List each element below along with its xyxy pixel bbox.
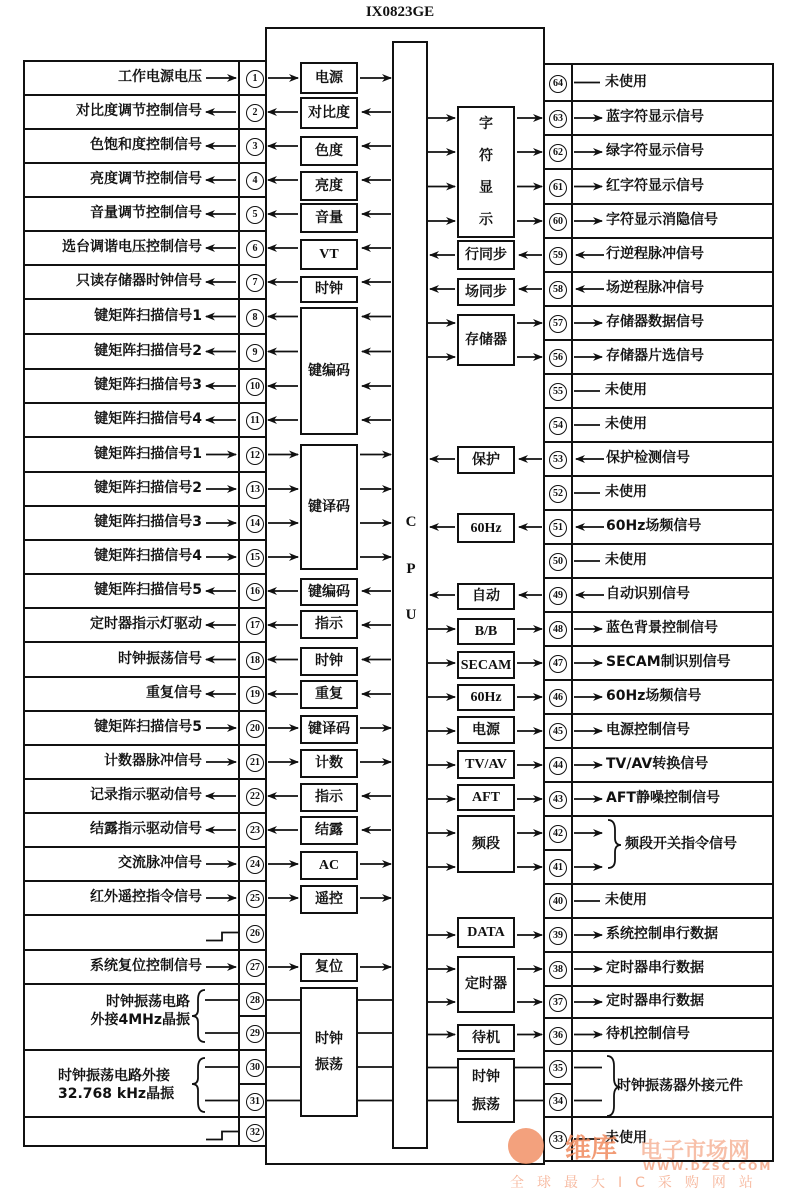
- pin-21: [240, 753, 270, 772]
- pin-45-label: 电源控制信号: [606, 722, 690, 738]
- pin-27-label: 系统复位控制信号: [90, 958, 202, 974]
- watermark-brand: 维库: [565, 1134, 618, 1164]
- pin-51: [543, 518, 573, 537]
- pin-18-label: 时钟振荡信号: [118, 650, 202, 667]
- block-clock: [300, 276, 358, 303]
- pin-62-label: 绿字符显示信号: [606, 143, 704, 159]
- pin-number: 20: [246, 720, 264, 738]
- block-bb-label: B/B: [474, 624, 498, 639]
- block-standby-label: 待机: [472, 1029, 500, 1046]
- pin-10-label: 键矩阵扫描信号3: [94, 377, 202, 393]
- block-color-label: 色度: [315, 142, 343, 159]
- pin-number: 43: [549, 791, 567, 809]
- pin-49-label: 自动识别信号: [606, 586, 690, 602]
- block-key-encode-label: 键编码: [308, 362, 350, 379]
- block-contrast-label: 对比度: [308, 104, 350, 121]
- block-bb: [457, 618, 515, 645]
- pin-25-label: 红外遥控指令信号: [90, 889, 202, 905]
- pin-60: [543, 212, 573, 231]
- block-h-sync: [457, 240, 515, 270]
- pin-number: 23: [246, 822, 264, 840]
- pin-13-label: 键矩阵扫描信号2: [94, 480, 202, 496]
- pin-44: [543, 756, 573, 775]
- block-memory-label: 存储器: [465, 331, 507, 348]
- pin-53: [543, 450, 573, 469]
- pin-number: 10: [246, 378, 264, 396]
- pin-49: [543, 586, 573, 605]
- pin-4: [240, 171, 270, 190]
- xtal-32k-line1: 时钟振荡电路外接: [58, 1068, 170, 1084]
- pin-3-label: 色饱和度控制信号: [90, 137, 202, 153]
- pin-9: [240, 343, 270, 362]
- pin-48: [543, 620, 573, 639]
- pin-61-label: 红字符显示信号: [606, 177, 704, 194]
- pin-36: [543, 1026, 573, 1045]
- pin-number: 11: [246, 412, 264, 430]
- pin-17: [240, 616, 270, 635]
- pin-61: [543, 178, 573, 197]
- block-auto-label: 自动: [472, 588, 500, 604]
- pin-29: [240, 1024, 270, 1043]
- pin-number: 58: [549, 281, 567, 299]
- pin-number: 37: [549, 994, 567, 1012]
- pin-number: 45: [549, 723, 567, 741]
- pin-number: 62: [549, 144, 567, 162]
- pin-32: [240, 1123, 270, 1142]
- block-clock-2: [300, 647, 358, 676]
- block-clock-2-label: 时钟: [315, 653, 343, 669]
- pin-number: 42: [549, 825, 567, 843]
- pin-number: 34: [549, 1093, 567, 1111]
- pin-number: 26: [246, 925, 264, 943]
- block-repeat: [300, 680, 358, 709]
- block-brightness-label: 亮度: [315, 177, 343, 194]
- pin-number: 48: [549, 621, 567, 639]
- pin-44-label: TV/AV转换信号: [606, 756, 709, 772]
- block-protect-label: 保护: [472, 451, 500, 468]
- pin-46: [543, 688, 573, 707]
- pin-number: 15: [246, 549, 264, 567]
- xtal-32k-label: [58, 1067, 174, 1103]
- pin-number: 44: [549, 757, 567, 775]
- pin-number: 25: [246, 890, 264, 908]
- pin-42: [543, 824, 573, 843]
- pin-64: [543, 74, 573, 93]
- pin-20: [240, 719, 270, 738]
- pin-50: [543, 552, 573, 571]
- pin-39: [543, 926, 573, 945]
- pin-number: 39: [549, 927, 567, 945]
- pin-59: [543, 246, 573, 265]
- pin-26: [240, 924, 270, 943]
- xtal-4mhz-line1: 时钟振荡电路: [106, 994, 190, 1010]
- pin-6: [240, 239, 270, 258]
- pin-22-label: 记录指示驱动信号: [90, 787, 202, 803]
- pin-number: 41: [549, 859, 567, 877]
- block-repeat-label: 重复: [315, 686, 343, 702]
- watermark-name: 电子市场网: [640, 1139, 751, 1164]
- pin-57-label: 存储器数据信号: [606, 314, 704, 330]
- block-reset-label: 复位: [315, 959, 343, 975]
- pin-35: [543, 1059, 573, 1078]
- block-key-encode: [300, 307, 358, 435]
- chip-title: IX0823GE: [365, 4, 435, 20]
- pin-55: [543, 382, 573, 401]
- pin-53-label: 保护检测信号: [606, 450, 690, 466]
- pin-number: 61: [549, 179, 567, 197]
- pin-number: 5: [246, 206, 264, 224]
- block-char-display-label: 字符显示: [479, 116, 493, 228]
- block-volume: [300, 203, 358, 233]
- block-auto: [457, 583, 515, 610]
- pin-number: 28: [246, 992, 264, 1010]
- pin-number: 31: [246, 1093, 264, 1111]
- pin-50-label: 未使用: [605, 552, 647, 568]
- pin-15-label: 键矩阵扫描信号4: [94, 548, 202, 564]
- block-aft-label: AFT: [472, 790, 500, 805]
- pin-34: [543, 1092, 573, 1111]
- block-key-decode-2: [300, 715, 358, 744]
- cpu-letter-c: C: [405, 514, 417, 530]
- pin-31: [240, 1092, 270, 1111]
- pin-38: [543, 960, 573, 979]
- pin-45: [543, 722, 573, 741]
- watermark-logo-icon: [508, 1128, 544, 1164]
- pin-20-label: 键矩阵扫描信号5: [94, 719, 202, 735]
- pin-number: 22: [246, 788, 264, 806]
- block-contrast: [300, 97, 358, 129]
- watermark-slogan: 全球最大IC采购网站: [510, 1175, 766, 1191]
- pin-number: 3: [246, 138, 264, 156]
- pin-27: [240, 958, 270, 977]
- pin-46-label: 60Hz场频信号: [606, 688, 702, 704]
- pin-41: [543, 858, 573, 877]
- block-vt: [300, 239, 358, 270]
- pin-number: 14: [246, 515, 264, 533]
- pin-number: 4: [246, 172, 264, 190]
- pin-63-label: 蓝字符显示信号: [606, 109, 704, 125]
- pin-number: 60: [549, 213, 567, 231]
- block-key-decode-2-label: 键译码: [308, 721, 350, 737]
- pin-22: [240, 787, 270, 806]
- block-60hz-in-label: 60Hz: [470, 520, 502, 536]
- pin-7: [240, 273, 270, 292]
- pin-43-label: AFT静噪控制信号: [606, 790, 720, 806]
- pin-33-label: 未使用: [605, 1130, 647, 1146]
- block-power-label: 电源: [315, 69, 343, 86]
- block-v-sync: [457, 278, 515, 306]
- block-data-label: DATA: [467, 925, 505, 940]
- watermark-url: WWW.DZSC.COM: [643, 1160, 773, 1173]
- pin-64-label: 未使用: [605, 73, 647, 90]
- pin-8: [240, 308, 270, 327]
- pin-number: 1: [246, 70, 264, 88]
- block-timer-label: 定时器: [465, 976, 507, 992]
- block-key-decode-label: 键译码: [308, 498, 350, 515]
- pin-number: 56: [549, 349, 567, 367]
- block-tv-av-label: TV/AV: [465, 757, 507, 772]
- pin-number: 52: [549, 485, 567, 503]
- pin-43: [543, 790, 573, 809]
- xtal-4mhz-line2: 外接4MHz晶振: [90, 1012, 190, 1028]
- pin-24: [240, 855, 270, 874]
- block-secam-label: SECAM: [460, 657, 512, 673]
- band-switch-label: 频段开关指令信号: [625, 836, 737, 852]
- block-key-encode-2-label: 键编码: [308, 583, 350, 600]
- osc-external-label: 时钟振荡器外接元件: [617, 1078, 743, 1094]
- xtal-32k-line2: 32.768 kHz晶振: [58, 1086, 175, 1102]
- block-indicator-2-label: 指示: [315, 789, 343, 805]
- pin-5: [240, 205, 270, 224]
- pin-23-label: 结露指示驱动信号: [90, 821, 202, 837]
- xtal-4mhz-label: [60, 993, 190, 1029]
- pin-number: 38: [549, 961, 567, 979]
- pin-number: 33: [549, 1131, 567, 1149]
- pin-24-label: 交流脉冲信号: [118, 855, 202, 871]
- block-dew-label: 结露: [315, 822, 343, 838]
- block-protect: [457, 446, 515, 474]
- pin-number: 64: [549, 75, 567, 93]
- block-indicator-2: [300, 783, 358, 812]
- block-60hz-out-label: 60Hz: [470, 690, 502, 705]
- block-band: [457, 815, 515, 873]
- pin-number: 30: [246, 1059, 264, 1077]
- pin-number: 24: [246, 856, 264, 874]
- pin-58: [543, 280, 573, 299]
- block-h-sync-label: 行同步: [465, 246, 507, 263]
- block-color: [300, 136, 358, 166]
- pin-36-label: 待机控制信号: [606, 1025, 690, 1042]
- pin-5-label: 音量调节控制信号: [90, 205, 202, 221]
- pin-40: [543, 892, 573, 911]
- block-60hz-out: [457, 684, 515, 711]
- pin-40-label: 未使用: [605, 892, 647, 908]
- pin-number: 19: [246, 686, 264, 704]
- pin-number: 46: [549, 689, 567, 707]
- pin-48-label: 蓝色背景控制信号: [606, 620, 718, 636]
- pin-number: 51: [549, 519, 567, 537]
- pin-number: 32: [246, 1124, 264, 1142]
- pin-number: 63: [549, 110, 567, 128]
- pin-9-label: 键矩阵扫描信号2: [94, 342, 202, 359]
- block-v-sync-label: 场同步: [465, 283, 507, 300]
- pin-number: 35: [549, 1060, 567, 1078]
- block-brightness: [300, 171, 358, 201]
- pin-55-label: 未使用: [605, 382, 647, 398]
- cpu-letter-u: U: [405, 607, 417, 623]
- pin-number: 59: [549, 247, 567, 265]
- block-clock-osc-2-label: 时钟振荡: [472, 1068, 500, 1113]
- block-data: [457, 917, 515, 948]
- pin-number: 8: [246, 309, 264, 327]
- pin-7-label: 只读存储器时钟信号: [76, 273, 202, 289]
- pin-39-label: 系统控制串行数据: [606, 926, 718, 942]
- pin-37: [543, 993, 573, 1012]
- pin-16-label: 键矩阵扫描信号5: [94, 582, 202, 598]
- pin-4-label: 亮度调节控制信号: [90, 171, 202, 187]
- block-tv-av: [457, 750, 515, 779]
- pin-56-label: 存储器片选信号: [606, 348, 704, 364]
- pin-19: [240, 685, 270, 704]
- block-aft: [457, 784, 515, 811]
- pin-51-label: 60Hz场频信号: [606, 518, 702, 534]
- pin-11: [240, 411, 270, 430]
- pin-number: 12: [246, 447, 264, 465]
- block-secam: [457, 651, 515, 679]
- pin-47: [543, 654, 573, 673]
- pin-number: 55: [549, 383, 567, 401]
- block-char-display: [457, 106, 515, 238]
- pin-number: 16: [246, 583, 264, 601]
- block-vt-label: VT: [319, 247, 339, 262]
- pin-18: [240, 651, 270, 670]
- pin-number: 17: [246, 617, 264, 635]
- pin-1-label: 工作电源电压: [118, 69, 202, 85]
- block-clock-osc: [300, 987, 358, 1117]
- pin-number: 9: [246, 344, 264, 362]
- pin-16: [240, 582, 270, 601]
- block-dew: [300, 816, 358, 845]
- block-band-label: 频段: [472, 835, 500, 852]
- pin-2: [240, 103, 270, 122]
- block-counter-label: 计数: [315, 755, 343, 771]
- pin-23: [240, 821, 270, 840]
- pin-number: 29: [246, 1025, 264, 1043]
- pin-6-label: 选台调谐电压控制信号: [62, 239, 202, 255]
- pin-12-label: 键矩阵扫描信号1: [94, 445, 202, 462]
- pin-57: [543, 314, 573, 333]
- pin-12: [240, 446, 270, 465]
- block-clock-label: 时钟: [315, 281, 343, 297]
- pin-number: 36: [549, 1027, 567, 1045]
- pin-14: [240, 514, 270, 533]
- pin-38-label: 定时器串行数据: [606, 960, 704, 976]
- block-key-encode-2: [300, 578, 358, 606]
- pin-19-label: 重复信号: [146, 685, 202, 701]
- pin-59-label: 行逆程脉冲信号: [606, 246, 704, 262]
- pin-number: 40: [549, 893, 567, 911]
- pin-52-label: 未使用: [605, 484, 647, 500]
- pin-1: [240, 69, 270, 88]
- pin-number: 47: [549, 655, 567, 673]
- block-power-ctrl: [457, 716, 515, 744]
- block-ac: [300, 851, 358, 880]
- pin-17-label: 定时器指示灯驱动: [90, 616, 202, 632]
- pin-54-label: 未使用: [605, 416, 647, 432]
- pin-15: [240, 548, 270, 567]
- block-clock-osc-2: [457, 1058, 515, 1123]
- block-standby: [457, 1024, 515, 1052]
- pin-63: [543, 109, 573, 128]
- block-clock-osc-label: 时钟振荡: [315, 1031, 343, 1073]
- pin-8-label: 键矩阵扫描信号1: [94, 307, 202, 324]
- block-remote: [300, 885, 358, 914]
- pin-10: [240, 377, 270, 396]
- pin-21-label: 计数器脉冲信号: [104, 753, 202, 769]
- pin-3: [240, 137, 270, 156]
- block-remote-label: 遥控: [315, 891, 343, 907]
- block-volume-label: 音量: [315, 209, 343, 226]
- block-ac-label: AC: [318, 858, 340, 873]
- block-key-decode: [300, 444, 358, 570]
- pin-number: 13: [246, 481, 264, 499]
- pin-52: [543, 484, 573, 503]
- pin-54: [543, 416, 573, 435]
- pin-56: [543, 348, 573, 367]
- pin-14-label: 键矩阵扫描信号3: [94, 514, 202, 530]
- pin-28: [240, 991, 270, 1010]
- block-power-ctrl-label: 电源: [472, 721, 500, 738]
- pin-47-label: SECAM制识别信号: [606, 654, 731, 670]
- block-memory: [457, 314, 515, 366]
- pin-13: [240, 480, 270, 499]
- pin-number: 7: [246, 274, 264, 292]
- pin-number: 53: [549, 451, 567, 469]
- pin-11-label: 键矩阵扫描信号4: [94, 411, 202, 427]
- pin-37-label: 定时器串行数据: [606, 993, 704, 1009]
- block-60hz-in: [457, 513, 515, 543]
- pin-30: [240, 1058, 270, 1077]
- pin-number: 21: [246, 754, 264, 772]
- pin-number: 18: [246, 652, 264, 670]
- pin-number: 50: [549, 553, 567, 571]
- pin-number: 57: [549, 315, 567, 333]
- pin-number: 49: [549, 587, 567, 605]
- block-power: [300, 62, 358, 94]
- block-timer: [457, 956, 515, 1013]
- pin-60-label: 字符显示消隐信号: [606, 212, 718, 228]
- block-indicator: [300, 610, 358, 639]
- block-counter: [300, 749, 358, 778]
- pin-number: 27: [246, 959, 264, 977]
- block-reset: [300, 953, 358, 982]
- cpu-letter-p: P: [406, 561, 416, 577]
- pin-62: [543, 143, 573, 162]
- pin-number: 54: [549, 417, 567, 435]
- block-indicator-label: 指示: [315, 616, 343, 632]
- pin-2-label: 对比度调节控制信号: [76, 103, 202, 119]
- pin-25: [240, 889, 270, 908]
- pin-number: 6: [246, 240, 264, 258]
- pin-number: 2: [246, 104, 264, 122]
- pin-58-label: 场逆程脉冲信号: [606, 280, 704, 296]
